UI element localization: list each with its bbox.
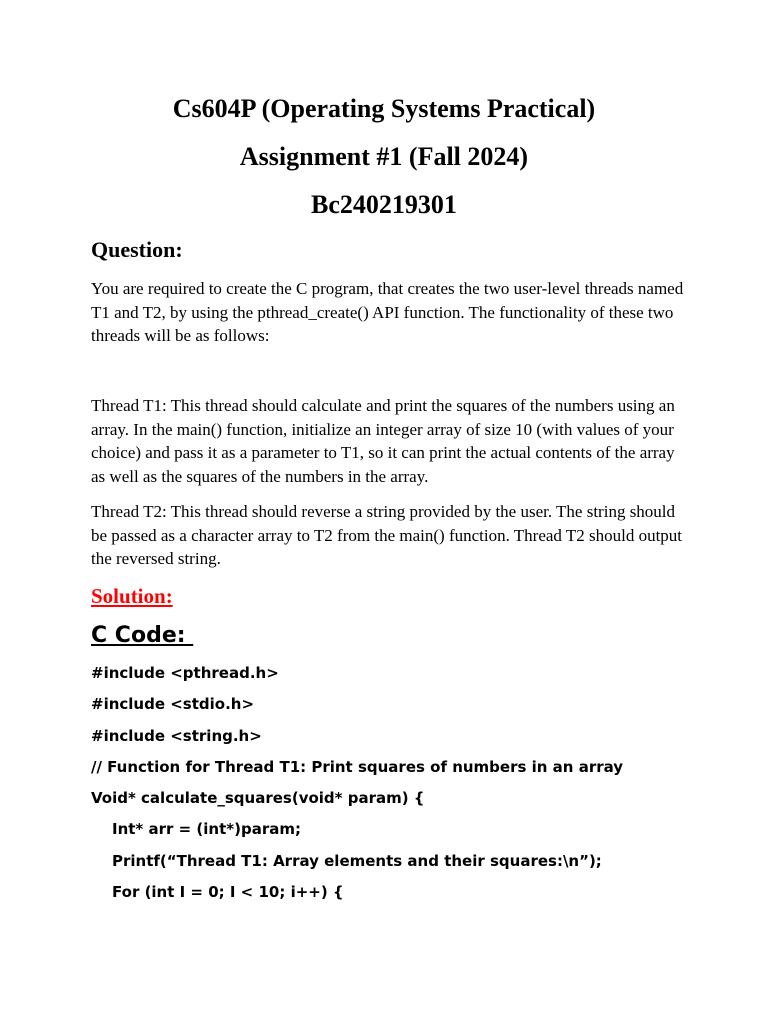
code-line: #include <stdio.h> bbox=[91, 695, 255, 714]
solution-heading: Solution: bbox=[91, 584, 173, 608]
code-line: Void* calculate_squares(void* param) { bbox=[91, 789, 425, 808]
thread-t2-description: Thread T2: This thread should reverse a string provided by the user. The string should be passed as a character array to T2 from the main() function. Thread T2 should output the reversed string. bbox=[91, 502, 683, 569]
course-title: Cs604P (Operating Systems Practical) bbox=[172, 94, 596, 123]
code-line: For (int I = 0; I < 10; i++) { bbox=[112, 883, 344, 902]
code-line: Printf(“Thread T1: Array elements and their squares:\n”); bbox=[112, 851, 602, 870]
student-id: Bc240219301 bbox=[311, 190, 457, 219]
code-heading: C Code: bbox=[91, 623, 194, 648]
code-line: Int* arr = (int*)param; bbox=[112, 820, 301, 839]
assignment-title: Assignment #1 (Fall 2024) bbox=[239, 142, 529, 171]
code-line: #include <string.h> bbox=[91, 726, 262, 745]
question-heading: Question: bbox=[91, 237, 183, 262]
question-intro: You are required to create the C program, that creates the two user-level threads named T1 and T2, by using the pthread_create() API function. The functionality of these two threads will be as follows: bbox=[91, 279, 684, 346]
code-comment-line: // Function for Thread T1: Print squares of numbers in an array bbox=[91, 757, 624, 776]
code-line: #include <pthread.h> bbox=[91, 664, 279, 682]
thread-t1-description: Thread T1: This thread should calculate and print the squares of the numbers using an array. In the main() function, initialize an integer array of size 10 (with values of your choice) and pass it as a parameter to T1, so it can print the actual contents of the array as well as the squares of the numbers in the array. bbox=[91, 396, 675, 487]
code-block bbox=[91, 658, 623, 908]
